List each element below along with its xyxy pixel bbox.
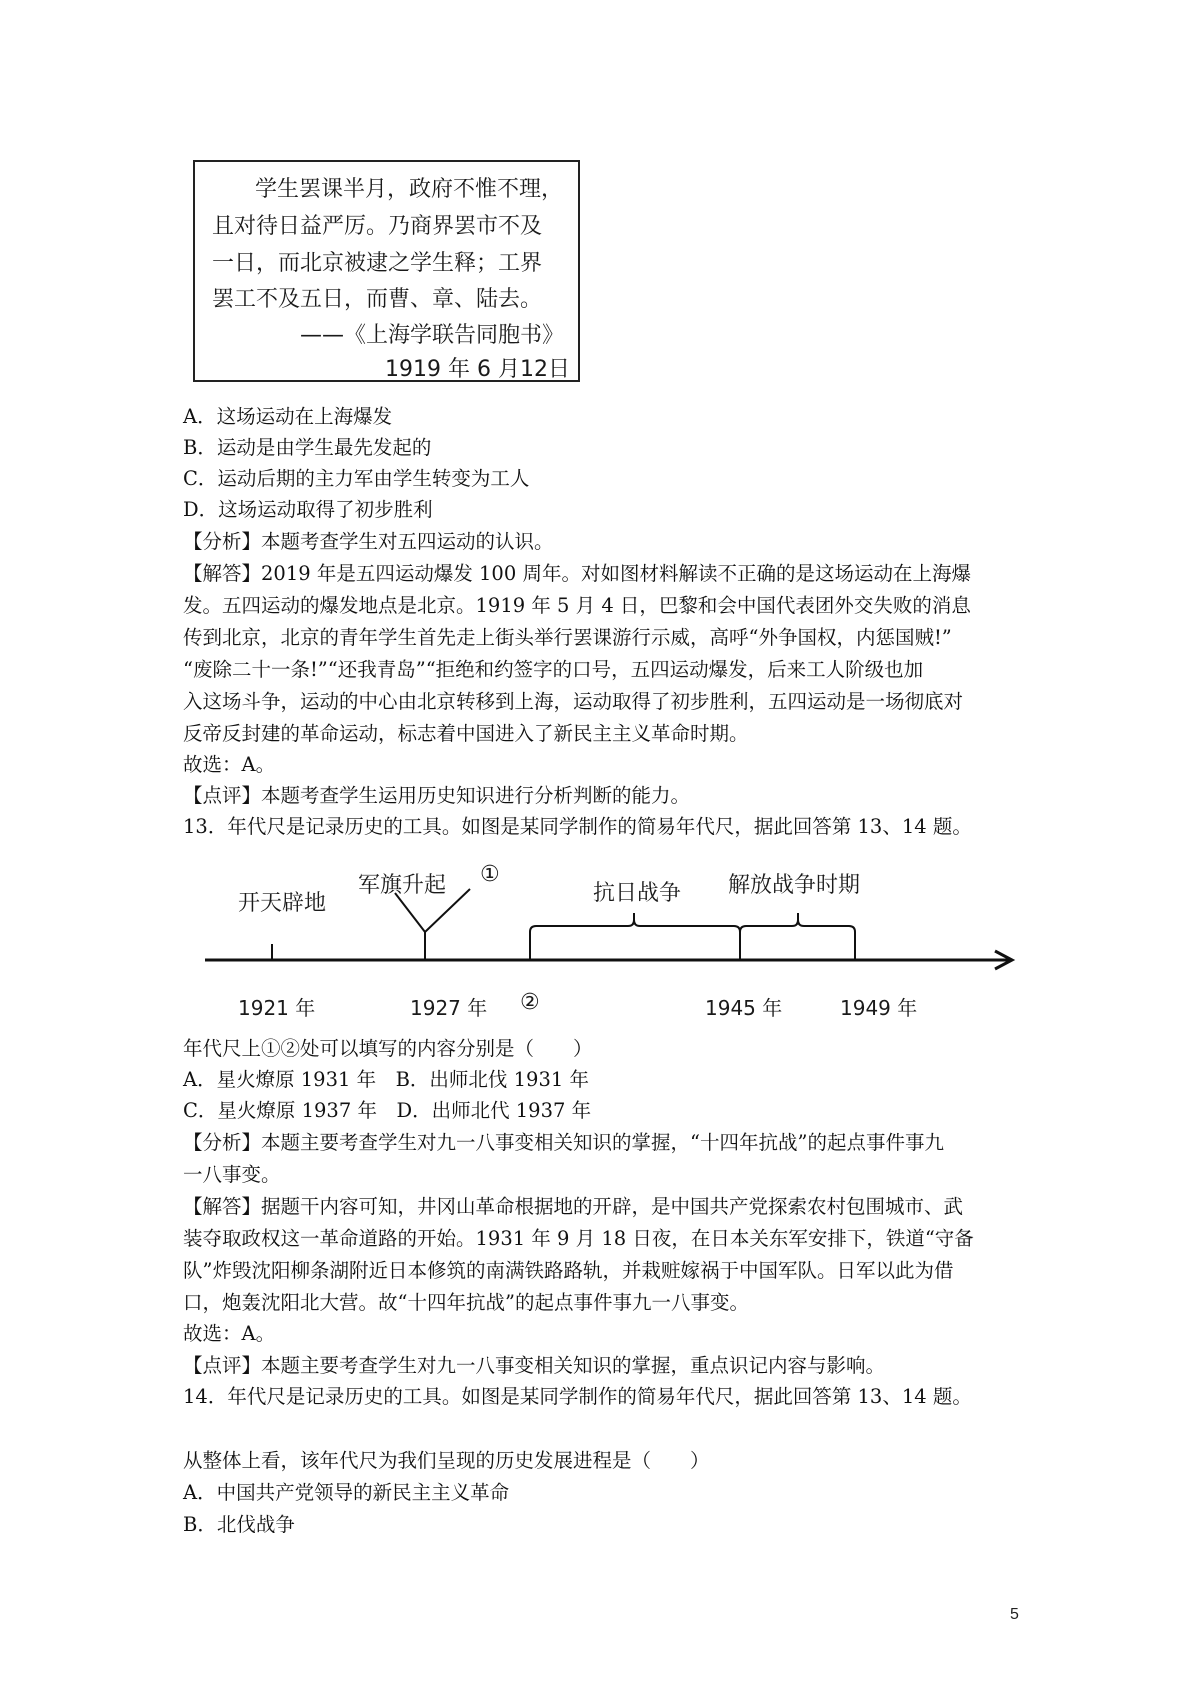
timeline-label-open: 开天辟地 xyxy=(238,891,327,916)
q12-answer-line: 传到北京，北京的青年学生首先走上街头举行罢课游行示威，高呼“外争国权，内惩国贼!” xyxy=(183,626,952,649)
quote-date: 1919 年 6 月12日 xyxy=(385,357,570,382)
timeline-label-circle2: ② xyxy=(520,990,540,1015)
quote-line: 且对待日益严厉。乃商界罢市不及 xyxy=(212,214,543,239)
q12-choice: 故选：A。 xyxy=(183,753,276,776)
q12-option-b: B．运动是由学生最先发起的 xyxy=(183,436,432,459)
quote-source: ——《上海学联告同胞书》 xyxy=(300,323,565,348)
timeline-label-war: 抗日战争 xyxy=(593,881,682,906)
quote-line: 一日，而北京被逮之学生释；工界 xyxy=(212,251,543,276)
q12-comment: 【点评】本题考查学生运用历史知识进行分析判断的能力。 xyxy=(183,784,691,807)
q13-answer-line: 装夺取政权这一革命道路的开始。1931 年 9 月 18 日夜，在日本关东军安排下，铁道“守备 xyxy=(183,1227,974,1250)
q13-analysis-line: 一八事变。 xyxy=(183,1163,281,1186)
q13-analysis-line: 【分析】本题主要考查学生对九一八事变相关知识的掌握，“十四年抗战”的起点事件事九 xyxy=(183,1131,944,1154)
q12-answer-line: 【解答】2019 年是五四运动爆发 100 周年。对如图材料解读不正确的是这场运动在上海爆 xyxy=(183,562,971,585)
quote-line: 学生罢课半月，政府不惟不理， xyxy=(255,177,564,202)
q12-option-a: A．这场运动在上海爆发 xyxy=(183,405,393,428)
brace-war xyxy=(530,913,740,944)
timeline-year: 1927 年 xyxy=(410,996,488,1020)
q14-question: 从整体上看，该年代尺为我们呈现的历史发展进程是（ ） xyxy=(183,1449,710,1472)
q14-option-b: B．北伐战争 xyxy=(183,1513,295,1536)
timeline-label-liberation: 解放战争时期 xyxy=(728,873,861,898)
q13-stem: 13．年代尺是记录历史的工具。如图是某同学制作的简易年代尺，据此回答第 13、14 题。 xyxy=(183,815,972,838)
q13-answer-line: 【解答】据题干内容可知，井冈山革命根据地的开辟，是中国共产党探索农村包围城市、武 xyxy=(183,1195,964,1218)
timeline-label-circle1: ① xyxy=(480,862,500,887)
q12-answer-line: 入这场斗争，运动的中心由北京转移到上海，运动取得了初步胜利，五四运动是一场彻底对 xyxy=(183,690,964,713)
q13-options-cd: C．星火燎原 1937 年 D．出师北代 1937 年 xyxy=(183,1099,592,1122)
q14-stem: 14．年代尺是记录历史的工具。如图是某同学制作的简易年代尺，据此回答第 13、14 题。 xyxy=(183,1385,972,1408)
timeline-year: 1945 年 xyxy=(705,996,783,1020)
q12-answer-line: “废除二十一条!”“还我青岛”“拒绝和约签字的口号，五四运动爆发，后来工人阶级也加 xyxy=(183,658,924,681)
q13-answer-line: 口，炮轰沈阳北大营。故“十四年抗战”的起点事件事九一八事变。 xyxy=(183,1291,749,1314)
quote-line: 罢工不及五日，而曹、章、陆去。 xyxy=(212,287,543,312)
q12-analysis: 【分析】本题考查学生对五四运动的认识。 xyxy=(183,530,554,553)
q13-comment: 【点评】本题主要考查学生对九一八事变相关知识的掌握，重点识记内容与影响。 xyxy=(183,1354,886,1377)
q14-option-a: A．中国共产党领导的新民主主义革命 xyxy=(183,1481,510,1504)
q13-choice: 故选：A。 xyxy=(183,1322,276,1345)
timeline-year: 1949 年 xyxy=(840,996,918,1020)
q13-question: 年代尺上①②处可以填写的内容分别是（ ） xyxy=(183,1037,593,1060)
timeline-year: 1921 年 xyxy=(238,996,316,1020)
q12-answer-line: 发。五四运动的爆发地点是北京。1919 年 5 月 4 日，巴黎和会中国代表团外交失败的消息 xyxy=(183,594,971,617)
q13-options-ab: A．星火燎原 1931 年 B．出师北伐 1931 年 xyxy=(183,1068,589,1091)
q12-option-d: D．这场运动取得了初步胜利 xyxy=(183,498,433,521)
q12-option-c: C．运动后期的主力军由学生转变为工人 xyxy=(183,467,530,490)
timeline-label-flag: 军旗升起 xyxy=(358,873,447,898)
q12-answer-line: 反帝反封建的革命运动，标志着中国进入了新民主主义革命时期。 xyxy=(183,722,749,745)
q13-answer-line: 队”炸毁沈阳柳条湖附近日本修筑的南满铁路路轨，并栽赃嫁祸于中国军队。日军以此为借 xyxy=(183,1259,954,1282)
brace-liberation xyxy=(740,913,855,944)
page-number: 5 xyxy=(1010,1606,1019,1623)
